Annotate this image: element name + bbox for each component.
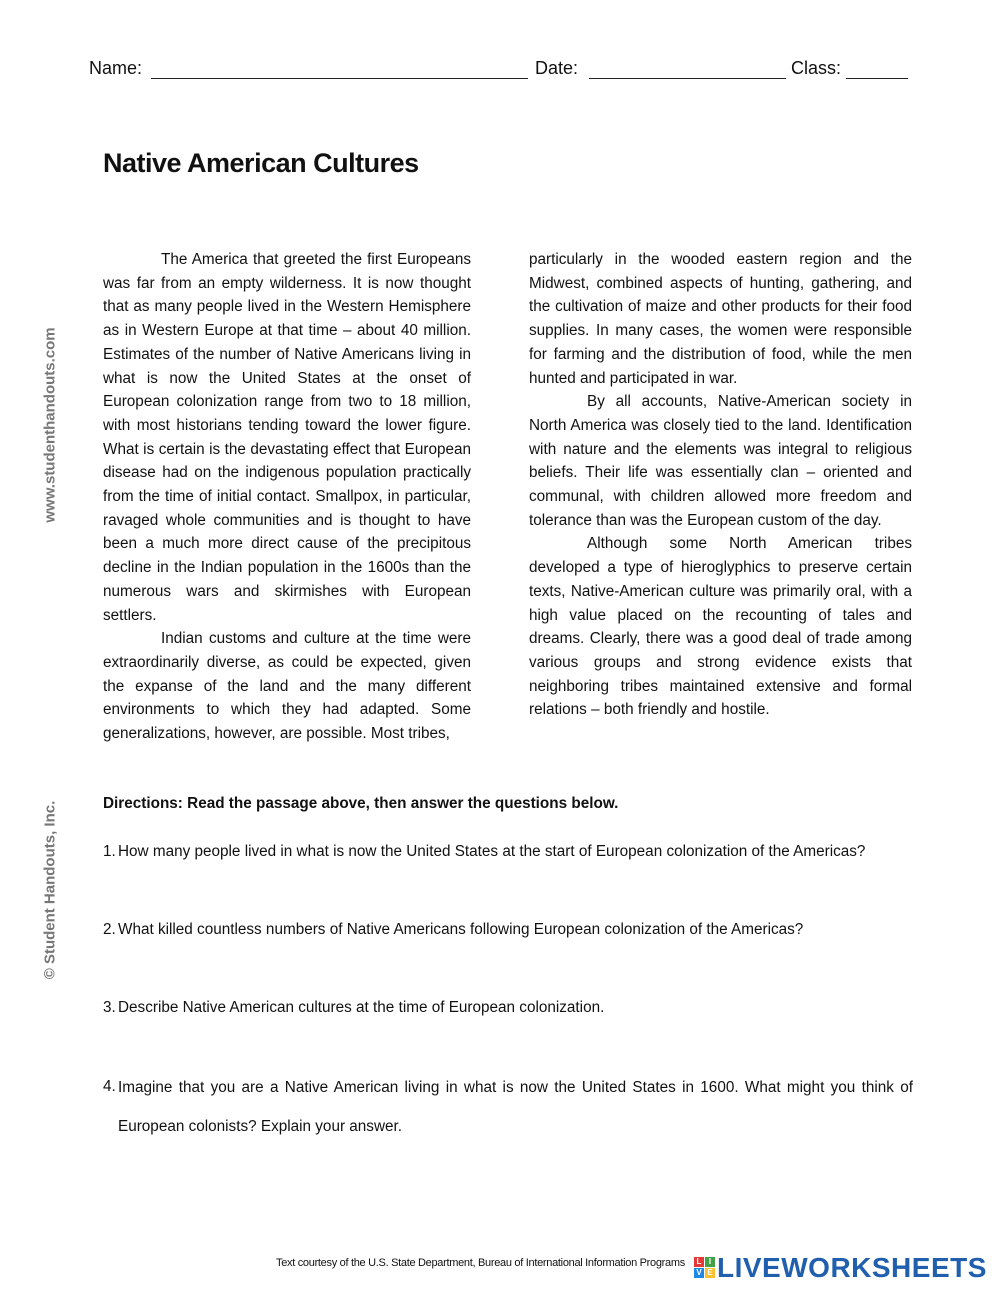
class-label: Class: [791, 58, 842, 78]
paragraph: Although some North American tribes developed a type of hieroglyphics to preserve certain texts, Native-American culture was primarily oral, with a high value placed on the recounting of tales and dreams. Clearly, there was a good deal of trade among various groups and strong evidence exists that neighboring tribes maintained extensive and formal relations – both friendly and hostile. [529, 535, 912, 719]
paragraph: particularly in the wooded eastern region and the Midwest, combined aspects of hunting, gathering, and the cultivation of maize and other products for their food supplies. In many cases, the women were responsible for farming and the distribution of food, while the men hunted and participated in war. [529, 251, 912, 387]
date-label: Date: [535, 58, 579, 78]
liveworksheets-brand[interactable]: LIVEWORKSHEETS [717, 1252, 987, 1283]
name-field[interactable] [151, 78, 528, 79]
class-field[interactable] [846, 78, 908, 79]
header-fields [89, 58, 909, 82]
copyright-watermark: © Student Handouts, Inc. [41, 800, 59, 980]
paragraph: The America that greeted the first Europeans was far from an empty wilderness. It is now thought that as many people lived in the Western Hemisphere as in Western Europe at that time – about 40 million. Estimates of the number of Native Americans living in what is now the United States at the onset of European colonization range from two to 18 million, with most historians tending toward the lower figure. What is certain is the devastating effect that European disease had on the indigenous population practically from the time of initial contact. Smallpox, in particular, ravaged whole communities and is thought to have been a much more direct cause of the precipitous decline in the Indian population in the 1600s than the numerous wars and skirmishes with European settlers. [103, 251, 471, 624]
paragraph: By all accounts, Native-American society in North America was closely tied to the land. Identification with nature and the elements was integral to religious beliefs. Their life was essentially clan – oriented and communal, with children allowed more freedom and tolerance than was the European custom of the day. [529, 393, 912, 529]
passage-column-left [103, 248, 471, 746]
paragraph: Indian customs and culture at the time were extraordinarily diverse, as could be expected, given the expanse of the land and the many different environments to which they had adapted. Some generalizations, however, are possible. Most tribes, [103, 630, 471, 743]
name-label: Name: [89, 58, 143, 78]
page-title: Native American Cultures [103, 148, 419, 178]
directions: Directions: Read the passage above, then answer the questions below. [103, 795, 619, 812]
website-watermark: www.studenthandouts.com [41, 327, 59, 523]
source-credit: Text courtesy of the U.S. State Department, Bureau of International Information Programs [276, 1257, 685, 1269]
passage-column-right [529, 248, 912, 722]
date-field[interactable] [589, 78, 786, 79]
liveworksheets-logo-icon: L I V E [694, 1257, 716, 1279]
